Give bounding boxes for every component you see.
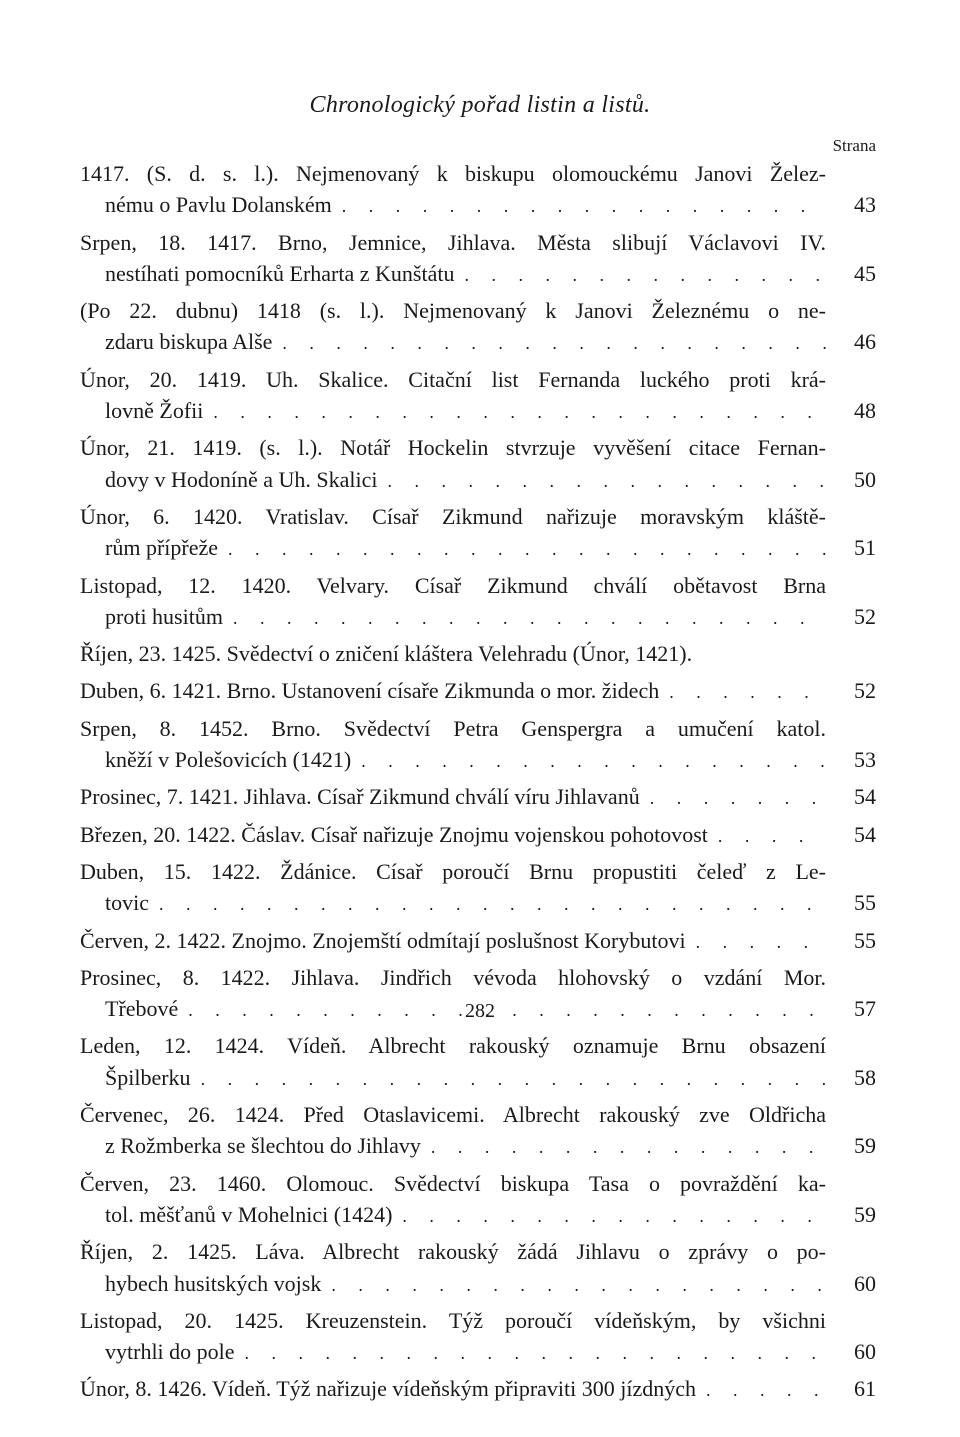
toc-entry (80, 1168, 876, 1231)
toc-entry (80, 675, 876, 706)
toc-page-number: 54 (854, 784, 876, 810)
toc-entry-text: Leden, 12. 1424. Vídeň. Albrecht rakouský oznamuje Brnu obsazení (80, 1033, 826, 1059)
toc-entry-text: (Po 22. dubnu) 1418 (s. l.). Nejmenovaný k Janovi Železnému o ne- (80, 298, 826, 324)
dot-leader (388, 466, 826, 495)
dot-leader (464, 260, 826, 289)
dot-leader (706, 1375, 826, 1404)
toc-entry-text: Březen, 20. 1422. Čáslav. Císař nařizuje Znojmu vojenskou pohotovost (80, 821, 708, 847)
toc-entry (80, 570, 876, 633)
toc-entry-text: Prosinec, 8. 1422. Jihlava. Jindřich vévoda hlohovský o vzdání Mor. (80, 964, 826, 990)
page-number: 282 (465, 1000, 495, 1022)
toc-entry (80, 1305, 876, 1368)
toc-entry-text: z Rožmberka se šlechtou do Jihlavy (105, 1133, 421, 1159)
toc-entry-text: Špilberku (105, 1064, 191, 1090)
toc-entry-text: Duben, 15. 1422. Ždánice. Císař poroučí Brnu propustiti čeleď z Le- (80, 858, 826, 884)
toc-entry-text: kněží v Polešovicích (1421) (105, 747, 352, 773)
toc-page-number: 55 (854, 927, 876, 953)
toc-page-number: 54 (854, 821, 876, 847)
toc-page-number: 53 (854, 747, 876, 773)
toc-entry-text: Únor, 20. 1419. Uh. Skalice. Citační list Fernanda luckého proti krá- (80, 366, 826, 392)
dot-leader (361, 746, 826, 775)
toc-entry (80, 1373, 876, 1404)
toc-entry (80, 158, 876, 221)
toc-entry (80, 1236, 876, 1299)
toc-page-number: 59 (854, 1201, 876, 1227)
toc-entry-text: nestíhati pomocníků Erharta z Kunštátu (105, 260, 455, 286)
toc-entry-text: Srpen, 18. 1417. Brno, Jemnice, Jihlava. Města slibují Václavovi IV. (80, 229, 826, 255)
toc-entry-text: tovic (105, 890, 149, 916)
dot-leader (282, 328, 826, 357)
dot-leader (342, 191, 826, 220)
table-of-contents (80, 158, 876, 1411)
dot-leader (228, 534, 826, 563)
dot-leader (696, 927, 826, 956)
toc-entry-text: Červenec, 26. 1424. Před Otaslavicemi. Albrecht rakouský zve Oldřicha (80, 1102, 826, 1128)
toc-entry (80, 501, 876, 564)
toc-entry-text: Listopad, 12. 1420. Velvary. Císař Zikmund chválí obětavost Brna (80, 572, 826, 598)
toc-page-number: 55 (854, 890, 876, 916)
toc-entry (80, 295, 876, 358)
toc-page-number: 61 (854, 1376, 876, 1402)
toc-entry-text: Červen, 2. 1422. Znojmo. Znojemští odmítají poslušnost Korybutovi (80, 927, 686, 953)
dot-leader (431, 1132, 826, 1161)
dot-leader (331, 1270, 826, 1299)
dot-leader (669, 677, 826, 706)
dot-leader (245, 1338, 826, 1367)
toc-entry (80, 713, 876, 776)
toc-entry (80, 781, 876, 812)
toc-page-number: 60 (854, 1339, 876, 1365)
toc-page-number: 51 (854, 535, 876, 561)
toc-entry-text: Listopad, 20. 1425. Kreuzenstein. Týž poroučí vídeňským, by všichni (80, 1307, 826, 1333)
toc-entry (80, 364, 876, 427)
toc-entry-text: nému o Pavlu Dolanském (105, 192, 332, 218)
toc-page-number: 50 (854, 466, 876, 492)
toc-page-number: 45 (854, 260, 876, 286)
dot-leader (718, 821, 826, 850)
toc-page-number: 52 (854, 603, 876, 629)
toc-page-number: 43 (854, 192, 876, 218)
toc-page-number: 48 (854, 398, 876, 424)
toc-page-number: 57 (854, 996, 876, 1022)
page-column-header: Strana (832, 136, 876, 155)
toc-entry-text: vytrhli do pole (105, 1339, 235, 1365)
dot-leader (233, 603, 826, 632)
dot-leader (159, 889, 826, 918)
toc-entry (80, 819, 876, 850)
toc-page-number: 52 (854, 678, 876, 704)
toc-entry-text: Třebové (105, 996, 179, 1022)
toc-entry (80, 1099, 876, 1162)
toc-entry-text: tol. měšťanů v Mohelnici (1424) (105, 1201, 393, 1227)
dot-leader (402, 1201, 826, 1230)
toc-entry (80, 1030, 876, 1093)
toc-entry (80, 638, 876, 669)
toc-entry (80, 856, 876, 919)
toc-entry-text: Srpen, 8. 1452. Brno. Svědectví Petra Genspergra a umučení katol. (80, 715, 826, 741)
toc-entry-text: proti husitům (105, 603, 223, 629)
toc-entry-text: Říjen, 23. 1425. Svědectví o zničení kláštera Velehradu (Únor, 1421). (80, 641, 693, 667)
toc-entry-text: Prosinec, 7. 1421. Jihlava. Císař Zikmund chválí víru Jihlavanů (80, 784, 640, 810)
toc-page-number: 58 (854, 1064, 876, 1090)
toc-entry (80, 432, 876, 495)
toc-entry-text: Únor, 21. 1419. (s. l.). Notář Hockelin stvrzuje vyvěšení citace Fernan- (80, 435, 826, 461)
toc-entry-text: lovně Žofii (105, 398, 204, 424)
toc-entry-text: Duben, 6. 1421. Brno. Ustanovení císaře Zikmunda o mor. židech (80, 678, 660, 704)
toc-entry-text: Únor, 6. 1420. Vratislav. Císař Zikmund nařizuje moravským kláště- (80, 503, 826, 529)
toc-entry (80, 227, 876, 290)
page-title: Chronologický pořad listin a listů. (309, 92, 651, 118)
toc-entry-text: zdaru biskupa Alše (105, 329, 273, 355)
dot-leader (213, 397, 826, 426)
toc-entry-text: Červen, 23. 1460. Olomouc. Svědectví biskupa Tasa o povraždění ka- (80, 1170, 826, 1196)
toc-entry-text: Únor, 8. 1426. Vídeň. Týž nařizuje vídeňským připraviti 300 jízdných (80, 1376, 697, 1402)
toc-entry-text: rům přípřeže (105, 535, 218, 561)
dot-leader (650, 783, 826, 812)
toc-entry-text: hybech husitských vojsk (105, 1270, 322, 1296)
toc-entry-text: 1417. (S. d. s. l.). Nejmenovaný k biskupu olomouckému Janovi Želez- (80, 161, 826, 186)
toc-entry-text: dovy v Hodoníně a Uh. Skalici (105, 466, 378, 492)
toc-page-number: 59 (854, 1133, 876, 1159)
toc-entry (80, 925, 876, 956)
dot-leader (201, 1064, 826, 1093)
toc-entry-text: Říjen, 2. 1425. Láva. Albrecht rakouský žádá Jihlavu o zprávy o po- (80, 1239, 826, 1265)
toc-page-number: 60 (854, 1270, 876, 1296)
toc-page-number: 46 (854, 329, 876, 355)
